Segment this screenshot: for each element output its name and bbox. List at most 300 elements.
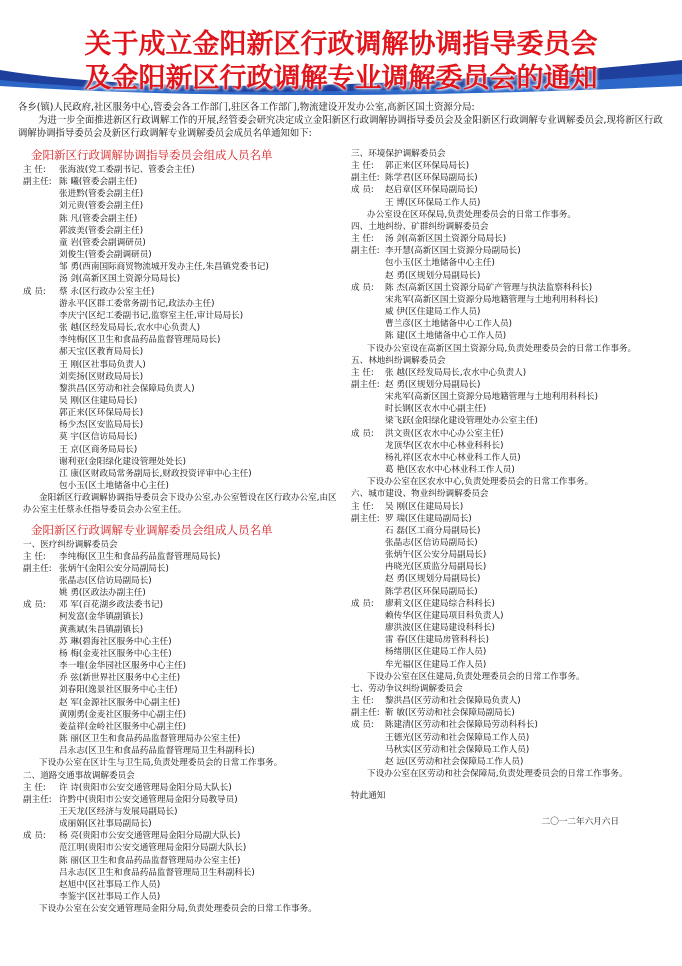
member-name: 杨 梅(金麦社区服务中心主任) xyxy=(59,648,172,659)
member-role xyxy=(351,525,385,537)
member-row xyxy=(23,575,341,587)
member-row xyxy=(23,818,341,830)
member-role xyxy=(23,818,59,830)
member-role xyxy=(23,480,59,492)
member-role xyxy=(351,294,385,306)
member-role xyxy=(351,586,385,598)
member-name: 黄刚勇(金麦社区服务中心副主任) xyxy=(59,709,187,720)
member-role xyxy=(351,634,385,646)
member-row xyxy=(351,245,669,257)
member-row xyxy=(23,611,341,623)
member-row xyxy=(23,879,341,891)
section-title-coordination: 金阳新区行政调解协调指导委员会组成人员名单 xyxy=(31,148,273,162)
member-role xyxy=(23,879,59,891)
note-text: 下设办公室在区住建局,负责处理委员会的日常工作事务。 xyxy=(367,671,585,682)
member-row xyxy=(23,334,341,346)
addressees: 各乡(镇)人民政府,社区服务中心,管委会各工作部门,驻区各工作部门,物流建设开发办公室,高新区国土资源分局: xyxy=(18,102,475,113)
member-name: 赵启章(区环保局副局长) xyxy=(385,185,478,196)
member-row xyxy=(23,298,341,310)
member-role xyxy=(23,444,59,456)
member-role xyxy=(23,709,59,721)
member-role xyxy=(351,622,385,634)
member-row xyxy=(23,551,341,563)
member-role xyxy=(351,197,385,209)
member-name: 郭正来(区环保局局长) xyxy=(385,161,470,172)
member-name: 张 越(区经发局局长,农水中心负责人) xyxy=(59,323,201,334)
member-row xyxy=(23,444,341,456)
member-row xyxy=(23,237,341,249)
member-role: 成 员: xyxy=(351,428,374,439)
member-row xyxy=(351,160,669,172)
member-name: 李纯梅(区卫生和食品药品监督管理局局长) xyxy=(59,551,221,562)
member-role: 副主任: xyxy=(23,563,52,574)
committee-note xyxy=(23,903,341,915)
note-text: 下设办公室在区劳动和社会保障局,负责处理委员会的日常工作事务。 xyxy=(367,768,628,779)
member-name: 吴 刚(区住建局局长) xyxy=(385,501,464,512)
member-row xyxy=(351,525,669,537)
member-row xyxy=(351,744,669,756)
member-name: 汤 剑(高新区国土资源分局局长) xyxy=(59,274,181,285)
member-role xyxy=(351,452,385,464)
member-name: 杨礼祥(区农水中心林业科工作人员) xyxy=(385,452,521,463)
member-row xyxy=(23,359,341,371)
member-role xyxy=(351,756,385,768)
member-row xyxy=(351,428,669,440)
member-name: 赵 远(区劳动和社会保障局工作人员) xyxy=(385,756,524,767)
member-row xyxy=(351,537,669,549)
member-role xyxy=(23,697,59,709)
member-row xyxy=(351,172,669,184)
member-name: 陈学君(区环保局副局长) xyxy=(385,173,478,184)
member-role: 副主任: xyxy=(351,173,380,184)
member-name: 蔡 永(区行政办公室主任) xyxy=(59,286,155,297)
member-name: 赵 军(金源社区服务中心副主任) xyxy=(59,697,181,708)
subsection-heading: 一、医疗纠纷调解委员会 xyxy=(23,539,118,550)
member-name: 陈 丽(区卫生和食品药品监督管理局办公室主任) xyxy=(59,855,241,866)
member-name: 宋兆军(高新区国土资源分局地籍管理与土地利用科科长) xyxy=(385,294,598,305)
spacer xyxy=(351,780,669,790)
member-role: 成 员: xyxy=(23,286,46,297)
member-row xyxy=(23,745,341,757)
member-name: 赵 勇(区规划分局副局长) xyxy=(385,270,481,281)
committee-note xyxy=(351,476,669,488)
member-name: 黎洪昌(区劳动和社会保障局负责人) xyxy=(59,383,195,394)
member-name: 张 越(区经发局局长,农水中心负责人) xyxy=(385,367,527,378)
member-role xyxy=(351,330,385,342)
member-role xyxy=(351,257,385,269)
member-role xyxy=(351,610,385,622)
member-name: 杨少杰(区安监局局长) xyxy=(59,420,144,431)
member-name: 廖莉文(区住建局综合科科长) xyxy=(385,598,495,609)
member-row xyxy=(23,782,341,794)
member-name: 张晶志(区信访局副局长) xyxy=(59,576,152,586)
member-name: 莫 宇(区信访局局长) xyxy=(59,432,138,443)
member-name: 杨 亮(贵阳市公安交通管理局金阳分局副大队长) xyxy=(59,831,241,842)
member-role xyxy=(23,842,59,854)
member-row xyxy=(23,419,341,431)
member-name: 范江明(贵阳市公安交通管理局金阳分局副大队长) xyxy=(59,843,247,854)
member-name: 陈 凡(管委会副主任) xyxy=(59,213,138,224)
closing-text: 特此通知 xyxy=(351,791,386,802)
member-row xyxy=(23,383,341,395)
member-name: 陈学君(区环保局副局长) xyxy=(385,586,478,597)
member-name: 曹兰彦(区土地储备中心工作人员) xyxy=(385,319,513,330)
member-name: 童 岩(管委会副调研员) xyxy=(59,237,146,248)
committee-note xyxy=(351,209,669,221)
member-name: 苏 琳(碧海社区服务中心主任) xyxy=(59,636,172,647)
member-row xyxy=(351,184,669,196)
member-role: 成 员: xyxy=(23,831,46,842)
member-row xyxy=(23,794,341,806)
member-name: 赵旭中(区社事局工作人员) xyxy=(59,879,161,890)
member-name: 邓 军(百花湖乡政法委书记) xyxy=(59,600,163,611)
member-name: 汤 剑(高新区国土资源分局局长) xyxy=(385,234,507,245)
member-row xyxy=(351,379,669,391)
member-name: 冉晓光(区质监分局副局长) xyxy=(385,562,487,573)
member-role xyxy=(23,237,59,249)
member-row xyxy=(351,719,669,731)
member-name: 陈 丽(区卫生和食品药品监督管理局办公室主任) xyxy=(59,734,241,745)
intro-paragraph xyxy=(18,101,668,141)
member-role: 主 任: xyxy=(351,696,374,707)
member-role xyxy=(351,306,385,318)
member-name: 吕永志(区卫生和食品药品监督管理局卫生科副科长) xyxy=(59,746,255,757)
member-name: 刘元贵(管委会副主任) xyxy=(59,201,144,212)
member-role: 主 任: xyxy=(23,165,46,175)
member-role xyxy=(351,403,385,415)
member-role: 成 员: xyxy=(351,720,374,731)
member-row xyxy=(23,587,341,599)
title-line-1: 关于成立金阳新区行政调解协调指导委员会 xyxy=(84,29,598,60)
member-name: 马秋实(区劳动和社会保障局工作人员) xyxy=(385,744,530,755)
member-row xyxy=(351,513,669,525)
member-name: 张进黔(管委会副主任) xyxy=(59,189,144,200)
member-name: 葛 艳(区农水中心林业科工作人员) xyxy=(385,465,515,476)
subsection-heading: 二、道路交通事故调解委员会 xyxy=(23,770,135,781)
member-role xyxy=(23,359,59,371)
member-role: 主 任: xyxy=(351,501,374,512)
member-row xyxy=(23,164,341,176)
member-role: 成 员: xyxy=(351,282,374,293)
member-row xyxy=(23,176,341,188)
member-role xyxy=(23,721,59,733)
member-name: 陈 杰(高新区国土资源分局矿产管理与执法监察科科长) xyxy=(385,282,593,293)
member-row xyxy=(23,213,341,225)
title-line-2: 及金阳新区行政调解专业调解委员会的通知 xyxy=(84,63,598,94)
member-role xyxy=(23,322,59,334)
member-role xyxy=(23,891,59,903)
member-role xyxy=(351,549,385,561)
committee-note xyxy=(351,768,669,780)
member-role xyxy=(23,745,59,757)
member-name: 赵 勇(区规划分局副局长) xyxy=(385,379,481,390)
member-row xyxy=(351,646,669,658)
member-name: 李鉴宇(区社事局工作人员) xyxy=(59,892,161,903)
member-name: 石 磊(区工商分局副局长) xyxy=(385,525,481,536)
member-row xyxy=(351,306,669,318)
member-name: 黎洪昌(区劳动和社会保障局负责人) xyxy=(385,696,521,707)
member-row xyxy=(351,233,669,245)
member-name: 龙顶华(区农水中心林业科科长) xyxy=(385,440,504,451)
committee-note xyxy=(23,757,341,769)
member-name: 张炳午(区公安分局副局长) xyxy=(385,550,487,561)
subsection-heading: 五、林地纠纷调解委员会 xyxy=(351,355,446,366)
member-role: 副主任: xyxy=(351,708,380,719)
member-role xyxy=(23,200,59,212)
member-role: 副主任: xyxy=(23,177,52,188)
member-row xyxy=(23,697,341,709)
member-role: 副主任: xyxy=(351,246,380,257)
member-row xyxy=(351,707,669,719)
member-row xyxy=(351,501,669,513)
member-name: 张炳午(金阳公安分局副局长) xyxy=(59,563,169,574)
member-role xyxy=(23,371,59,383)
note-text: 下设办公室设在高新区国土资源分局,负责处理委员会的日常工作事务。 xyxy=(367,343,637,354)
member-name: 李开慧(高新区国土资源分局副局长) xyxy=(385,246,521,257)
member-row xyxy=(351,294,669,306)
member-role xyxy=(351,415,385,427)
member-role xyxy=(23,806,59,818)
member-name: 赵 勇(区规划分局副局长) xyxy=(385,574,481,585)
member-row xyxy=(23,371,341,383)
member-row xyxy=(23,891,341,903)
member-row xyxy=(351,367,669,379)
member-name: 廖洪波(区住建局建设科科长) xyxy=(385,623,495,634)
member-row xyxy=(351,598,669,610)
committee-note xyxy=(351,343,669,355)
member-row xyxy=(23,225,341,237)
member-row xyxy=(23,733,341,745)
member-role: 成 员: xyxy=(351,598,374,609)
member-row xyxy=(351,197,669,209)
member-name: 罗 瑞(区住建局副局长) xyxy=(385,513,472,524)
note-text: 下设办公室在公安交通管理局金阳分局,负责处理委员会的日常工作事务。 xyxy=(39,904,317,915)
member-role xyxy=(23,249,59,261)
member-row xyxy=(351,573,669,585)
member-row xyxy=(23,188,341,200)
member-name: 郭波美(管委会副主任) xyxy=(59,225,144,236)
member-role xyxy=(351,318,385,330)
member-name: 陈 曦(管委会副主任) xyxy=(59,177,138,188)
member-role xyxy=(23,648,59,660)
member-role xyxy=(23,225,59,237)
member-role xyxy=(351,561,385,573)
member-name: 陈 建(区土地储备中心工作人员) xyxy=(385,331,507,342)
subsection-heading: 四、土地纠纷、矿群纠纷调解委员会 xyxy=(351,221,489,232)
member-row xyxy=(351,549,669,561)
member-row xyxy=(23,672,341,684)
member-name: 邹 勇(西南国际商贸物流城开发办主任,朱昌镇党委书记) xyxy=(59,262,269,273)
member-row xyxy=(351,561,669,573)
member-role xyxy=(23,346,59,358)
member-row xyxy=(23,684,341,696)
member-row xyxy=(23,273,341,285)
member-row xyxy=(23,709,341,721)
member-role xyxy=(23,733,59,745)
member-row xyxy=(351,452,669,464)
member-row xyxy=(23,563,341,575)
member-row xyxy=(23,867,341,879)
member-row xyxy=(23,855,341,867)
signature-date: 二〇一二年六月六日 xyxy=(541,817,619,828)
member-name: 张晶志(区信访局副局长) xyxy=(385,538,478,548)
note-text: 金阳新区行政调解协调指导委员会下设办公室,办公室暂设在区行政办公室,由区办公室主任蔡永任指导委员会办公室主任。 xyxy=(23,493,337,516)
member-role: 主 任: xyxy=(23,551,46,562)
subsection-heading: 七、劳动争议纠纷调解委员会 xyxy=(351,683,463,694)
spacer xyxy=(351,802,669,816)
member-role xyxy=(351,537,385,549)
member-name: 梁飞跃(金阳绿化建设管理处办公室主任) xyxy=(385,416,538,427)
member-row xyxy=(23,286,341,298)
member-role xyxy=(23,273,59,285)
member-row xyxy=(351,257,669,269)
member-role xyxy=(23,624,59,636)
member-role xyxy=(23,855,59,867)
member-role xyxy=(23,431,59,443)
member-row xyxy=(23,431,341,443)
member-row xyxy=(351,391,669,403)
member-row xyxy=(351,282,669,294)
subsection-heading: 六、城市建设、物业纠纷调解委员会 xyxy=(351,489,489,500)
member-name: 许黔中(贵阳市公安交通管理局金阳分局教导员) xyxy=(59,794,238,805)
member-name: 李一唯(金华园社区服务中心主任) xyxy=(59,661,187,672)
member-name: 包小玉(区土地储备中心主任) xyxy=(59,481,169,492)
committee-note xyxy=(351,671,669,683)
member-role xyxy=(23,383,59,395)
member-name: 吕永志(区卫生和食品药品监督管理局卫生科副科长) xyxy=(59,867,255,878)
member-name: 江 康(区财政局常务副局长,财政投资评审中心主任) xyxy=(59,468,252,479)
member-row xyxy=(23,249,341,261)
member-row xyxy=(23,636,341,648)
member-row xyxy=(351,695,669,707)
member-role xyxy=(23,419,59,431)
member-name: 李纯梅(区卫生和食品药品监督管理局局长) xyxy=(59,335,221,346)
member-name: 陈建清(区劳动和社会保障局劳动科科长) xyxy=(385,720,538,731)
right-column xyxy=(351,148,669,828)
member-row xyxy=(23,395,341,407)
member-role xyxy=(23,684,59,696)
member-role: 主 任: xyxy=(351,161,374,172)
member-name: 王 博(区环保局工作人员) xyxy=(385,197,481,208)
member-row xyxy=(23,310,341,322)
member-role: 成 员: xyxy=(351,185,374,196)
member-row xyxy=(351,659,669,671)
member-role xyxy=(23,611,59,623)
member-name: 姚 勇(区政法办副主任) xyxy=(59,588,146,599)
member-role xyxy=(23,587,59,599)
member-role xyxy=(23,456,59,468)
member-name: 威 伊(区住建局工作人员) xyxy=(385,307,481,318)
member-name: 赖传华(区住建局项目科负责人) xyxy=(385,610,504,621)
member-name: 乔 弦(新世界社区服务中心主任) xyxy=(59,673,181,684)
member-name: 杨绪朋(区住建局工作人员) xyxy=(385,647,487,658)
member-name: 靳 敏(区劳动和社会保障局副局长) xyxy=(385,708,515,719)
member-role xyxy=(351,659,385,671)
member-row xyxy=(23,842,341,854)
member-role: 主 任: xyxy=(351,367,374,378)
member-role xyxy=(23,213,59,225)
left-column xyxy=(23,148,341,915)
member-row xyxy=(23,480,341,492)
member-role xyxy=(23,395,59,407)
member-row xyxy=(351,622,669,634)
member-role xyxy=(23,310,59,322)
note-text: 办公室设在区环保局,负责处理委员会的日常工作事务。 xyxy=(367,209,576,220)
committee-note xyxy=(23,492,341,516)
member-name: 黄燕斌(朱昌镇副镇长) xyxy=(59,624,144,635)
member-role xyxy=(23,672,59,684)
member-row xyxy=(351,756,669,768)
member-name: 包小玉(区土地储备中心主任) xyxy=(385,258,495,269)
member-role xyxy=(23,636,59,648)
note-text: 下设办公室在区计生与卫生局,负责处理委员会的日常工作事务。 xyxy=(39,758,283,769)
member-role: 主 任: xyxy=(23,782,46,793)
member-name: 宋兆军(高新区国土资源分局地籍管理与土地利用科科长) xyxy=(385,392,598,403)
member-row xyxy=(23,660,341,672)
member-row xyxy=(23,806,341,818)
member-role xyxy=(351,732,385,744)
member-row xyxy=(351,610,669,622)
member-name: 王 京(区商务局局长) xyxy=(59,444,138,455)
intro-body: 为进一步全面推进新区行政调解工作的开展,经管委会研究决定成立金阳新区行政调解协调指导委员会及金阳新区行政调解专业调解委员会,现将新区行政调解协调指导委员会及新区行政调解专业调解委员会成员名单通知如下: xyxy=(18,115,663,140)
member-row xyxy=(23,346,341,358)
member-name: 雷 春(区住建局房管科科长) xyxy=(385,635,489,646)
member-name: 王德光(区劳动和社会保障局工作人员) xyxy=(385,732,530,743)
subsection-heading: 三、环境保护调解委员会 xyxy=(351,149,446,159)
member-role: 主 任: xyxy=(351,234,374,245)
member-role xyxy=(23,867,59,879)
member-name: 洪文贵(区农水中心办公室主任) xyxy=(385,428,504,439)
member-row xyxy=(351,330,669,342)
member-name: 郝天宝(区教育局局长) xyxy=(59,347,144,358)
member-row xyxy=(23,624,341,636)
member-name: 许 诗(贵阳市公安交通管理局金阳分局大队长) xyxy=(59,782,232,793)
member-role xyxy=(23,407,59,419)
member-row xyxy=(23,407,341,419)
member-role xyxy=(23,575,59,587)
member-row xyxy=(23,599,341,611)
member-row xyxy=(351,415,669,427)
member-role: 副主任: xyxy=(351,513,380,524)
member-name: 柯发富(金华镇副镇长) xyxy=(59,612,144,623)
member-row xyxy=(23,456,341,468)
member-row xyxy=(351,270,669,282)
member-name: 王天龙(区经济与发展局副局长) xyxy=(59,806,178,817)
member-row xyxy=(351,403,669,415)
member-name: 刘奕扬(区财政局局长) xyxy=(59,371,144,382)
member-name: 牟光福(区住建局工作人员) xyxy=(385,659,487,670)
member-row xyxy=(23,322,341,334)
member-role xyxy=(23,660,59,672)
member-name: 成丽娟(区社事局副局长) xyxy=(59,819,152,830)
member-role xyxy=(351,464,385,476)
member-role xyxy=(351,646,385,658)
member-row xyxy=(23,468,341,480)
member-row xyxy=(351,586,669,598)
member-role xyxy=(351,440,385,452)
member-row xyxy=(23,648,341,660)
member-name: 张海波(党工委副书记、管委会主任) xyxy=(59,165,195,175)
member-name: 郭正来(区环保局局长) xyxy=(59,408,144,419)
note-text: 下设办公室在区农水中心,负责处理委员会的日常工作事务。 xyxy=(367,477,594,488)
member-role: 成 员: xyxy=(23,600,46,611)
member-row xyxy=(23,261,341,273)
member-name: 吴 刚(区住建局局长) xyxy=(59,395,138,406)
member-row xyxy=(351,318,669,330)
member-role xyxy=(351,744,385,756)
member-name: 刘俊生(管委会副调研员) xyxy=(59,250,152,261)
member-role xyxy=(23,468,59,480)
